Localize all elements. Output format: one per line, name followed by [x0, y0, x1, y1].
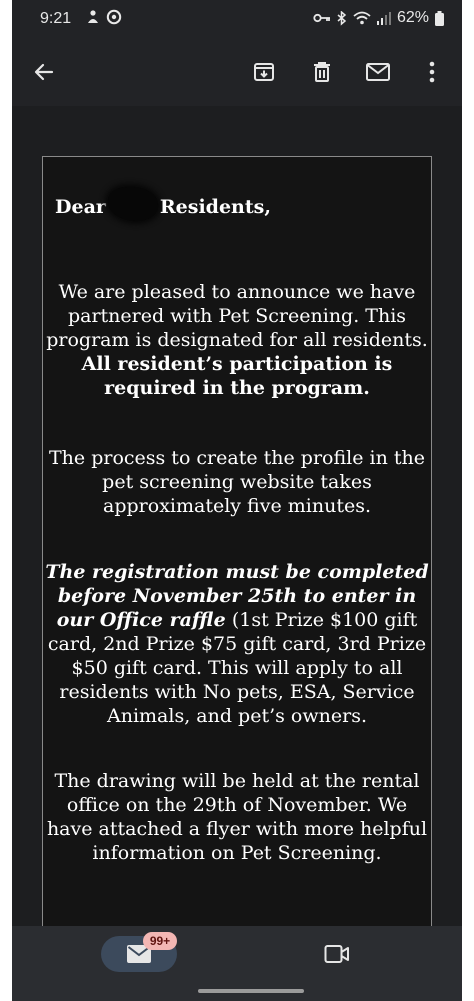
archive-button[interactable]: [246, 54, 282, 90]
drawing-paragraph: [43, 769, 431, 865]
drawing-text: The drawing will be held at the rental office on the 29th of November. We have attached a flyer with more helpful information on Pet Screening.: [46, 770, 428, 864]
unread-badge: 99+: [143, 932, 177, 950]
flyer-image: [42, 156, 432, 957]
arrow-left-icon: [32, 60, 56, 84]
bluetooth-icon: [337, 11, 347, 26]
vpn-key-icon: [313, 12, 331, 24]
prize-details-text: (1st Prize $100 gift card, 2nd Prize $75 gift card, 3rd Prize $50 gift card. This will apply to all residents with No pets, ESA, Service Animals, and pet’s owners.: [47, 609, 427, 727]
more-options-button[interactable]: [414, 54, 450, 90]
delete-button[interactable]: [304, 54, 340, 90]
archive-icon: [252, 60, 276, 84]
phone-screen: [12, 0, 462, 1001]
battery-percent: 62%: [396, 9, 429, 26]
bottom-navigation: [12, 926, 462, 1001]
greeting: [55, 195, 271, 221]
email-body: [12, 106, 462, 926]
trash-icon: [310, 60, 334, 84]
email-toolbar: [12, 40, 462, 106]
more-vertical-icon: [428, 60, 436, 84]
status-left-icons: [86, 9, 122, 25]
announcement-paragraph: [43, 280, 431, 400]
video-camera-icon: [324, 944, 350, 964]
participation-required-text: All resident’s participation is required in the program.: [81, 353, 393, 399]
signal-icon: [377, 11, 391, 25]
mark-unread-button[interactable]: [360, 54, 396, 90]
announcement-text: We are pleased to announce we have partnered with Pet Screening. This program is designated for all residents.: [46, 281, 428, 351]
notification-app-icon: [86, 9, 100, 25]
registration-deadline-text: The registration must be completed before November 25th to enter in our Office raffle: [45, 561, 429, 631]
process-paragraph: [43, 446, 431, 518]
wifi-icon: [353, 11, 371, 25]
status-right-icons: [313, 9, 444, 27]
raffle-paragraph: [43, 560, 431, 728]
status-bar: [12, 0, 462, 40]
battery-icon: [435, 11, 444, 26]
process-text: The process to create the profile in the pet screening website takes approximately five minutes.: [49, 447, 425, 517]
status-time: 9:21: [40, 10, 72, 27]
greeting-end: Residents,: [159, 196, 271, 218]
mail-icon: [365, 61, 391, 83]
sync-icon: [106, 9, 122, 25]
redacted-name: [108, 187, 158, 221]
greeting-start: Dear: [55, 196, 106, 218]
gesture-navigation-bar[interactable]: [198, 989, 304, 993]
back-button[interactable]: [26, 54, 62, 90]
meet-tab[interactable]: [317, 938, 357, 970]
